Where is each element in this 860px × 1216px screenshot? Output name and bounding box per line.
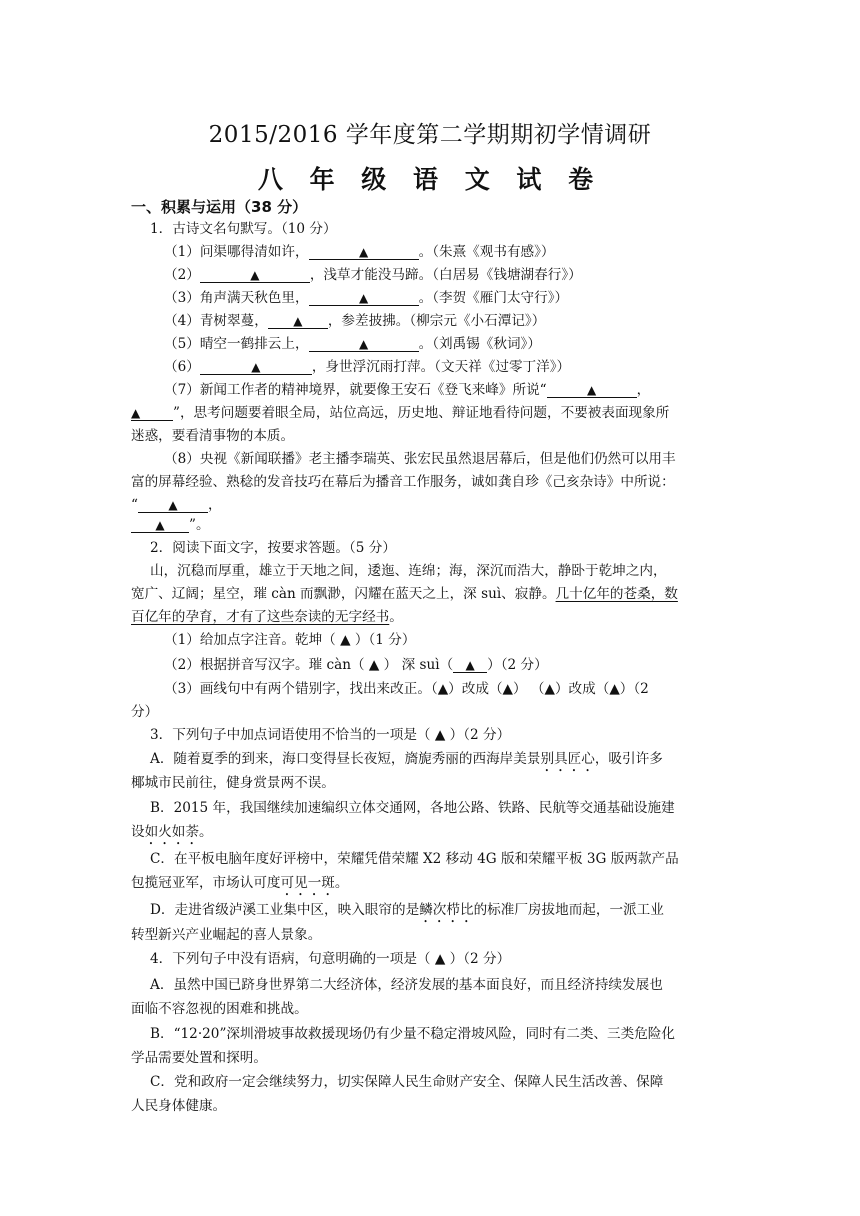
q3-c-pre: 包揽冠亚军，市场认可度 <box>131 875 281 891</box>
exam-title: 2015/2016 学年度第二学期期初学情调研 <box>208 122 652 148</box>
answer-blank[interactable] <box>268 314 328 329</box>
q1-item8-comma: ， <box>207 497 222 513</box>
q1-item7-comma: ， <box>636 382 651 398</box>
q2-passage-line3 <box>131 608 403 626</box>
q1-item7-line2-text: ”，思考问题要着眼全局，站位高远，历史地、辩证地看待问题，不要被表面现象所 <box>173 405 670 421</box>
q1-item2-post: ，浅草才能没马蹄。（白居易《钱塘湖春行》） <box>309 267 582 283</box>
q2-passage-line1: 山，沉稳而厚重，雄立于天地之间，逶迤、连绵；海，深沉而浩大，静卧于乾坤之内， <box>150 563 667 579</box>
q1-item-7-line2 <box>131 404 669 422</box>
q3-b-dotted: 如火如荼 <box>144 824 199 840</box>
q4-option-b-line2: 学品需要处置和探明。 <box>131 1050 267 1066</box>
q1-item-8-line3 <box>131 496 222 514</box>
q3-c-dotted: 可见一斑 <box>280 875 335 891</box>
answer-blank[interactable] <box>453 658 487 673</box>
q3-a-pre: A．随着夏季的到来，海口变得昼长夜短，旖旎秀丽的西海岸美景 <box>150 751 541 767</box>
q2-stem: 2．阅读下面文字，按要求答题。（5 分） <box>150 540 396 556</box>
q2-underlined-sentence-b: 百亿年的孕育，才有了这些奈读的无字经书 <box>131 609 390 625</box>
answer-blank[interactable] <box>131 518 189 533</box>
q1-item2-pre: （2） <box>164 267 200 283</box>
q3-b-pre: 设 <box>131 824 145 840</box>
q1-item-6 <box>164 358 570 376</box>
q4-option-b-line1: B．“12·20”深圳滑坡事故救援现场仍有少量不稳定滑坡风险，同时有二类、三类危险化 <box>150 1026 675 1042</box>
q4-stem: 4．下列句子中没有语病，句意明确的一项是（ ▲ ）（2 分） <box>150 951 511 967</box>
q2-underlined-sentence-a: 几十亿年的苍桑，数 <box>555 586 678 602</box>
q4-option-c-line2: 人民身体健康。 <box>131 1098 227 1114</box>
q1-item1-pre: （1）问渠哪得清如许， <box>164 244 309 260</box>
q3-option-c-line2 <box>131 874 349 899</box>
q1-item3-pre: （3）角声满天秋色里， <box>164 290 309 306</box>
q1-item-4 <box>164 312 545 330</box>
answer-marker: ▲ <box>131 406 141 420</box>
answer-marker: ▲ <box>358 291 369 305</box>
q2-sub1: （1）给加点字注音。乾坤（ ▲ ）（1 分） <box>164 632 416 648</box>
q3-option-a-line2: 椰城市民前往，健身赏景两不误。 <box>131 775 335 791</box>
q3-option-d-line2: 转型新兴产业崛起的喜人景象。 <box>131 927 322 943</box>
q4-option-c-line1: C．党和政府一定会继续努力，切实保障人民生命财产安全、保障人民生活改善、保障 <box>150 1074 664 1090</box>
q3-option-c-line1: C．在平板电脑年度好评榜中，荣耀凭借荣耀 X2 移动 4G 版和荣耀平板 3G 版两款产品 <box>150 851 679 867</box>
answer-marker: ▲ <box>168 498 178 512</box>
q1-item-7-line1 <box>164 381 650 399</box>
q3-option-d-line1 <box>150 901 664 926</box>
answer-marker: ▲ <box>251 360 261 374</box>
q2-sub3-line1: （3）画线句中有两个错别字，找出来改正。（▲）改成（▲） （▲）改成（▲）（2 <box>164 681 649 697</box>
q1-item8-close-quote: ”。 <box>189 517 210 533</box>
exam-subtitle: 八 年 级 语 文 试 卷 <box>257 165 603 194</box>
answer-blank[interactable] <box>138 498 208 513</box>
answer-marker: ▲ <box>587 383 597 397</box>
answer-marker: ▲ <box>293 314 303 328</box>
answer-blank[interactable] <box>200 360 312 375</box>
q3-d-dotted: 鳞次栉比 <box>419 902 474 918</box>
q1-item-8-line4 <box>131 516 210 534</box>
q1-item5-pre: （5）晴空一鹤排云上， <box>164 336 309 352</box>
q1-item-8-line2: 富的屏幕经验、熟稔的发音技巧在幕后为播音工作服务，诚如龚自珍《己亥杂诗》中所说： <box>131 474 675 490</box>
q1-item4-pre: （4）青树翠蔓， <box>164 313 268 329</box>
q2-sub2-b: ）（2 分） <box>487 657 548 673</box>
answer-marker: ▲ <box>155 518 165 532</box>
q1-item-5 <box>164 335 541 353</box>
answer-blank[interactable] <box>309 245 419 260</box>
q2-passage-line2-a: 宽广、辽阔；星空，璀 càn 而飘渺，闪耀在蓝天之上，深 suì、寂静。 <box>131 586 556 602</box>
answer-marker: ▲ <box>358 245 369 259</box>
q3-option-b-line1: B．2015 年，我国继续加速编织立体交通网，各地公路、铁路、民航等交通基础设施建 <box>150 800 675 816</box>
q3-a-post: ，吸引许多 <box>594 751 663 767</box>
q1-item6-pre: （6） <box>164 359 200 375</box>
q1-item4-post: ，参差披拂。（柳宗元《小石潭记》） <box>327 313 546 329</box>
q1-item8-open-quote: “ <box>131 497 138 513</box>
q3-c-post: 。 <box>334 875 349 891</box>
q1-item-1 <box>164 243 555 261</box>
q3-d-post: 的标准厂房拔地而起，一派工业 <box>473 902 664 918</box>
q1-item-8-line1: （8）央视《新闻联播》老主播李瑞英、张宏民虽然退居幕后，但是他们仍然可以用丰 <box>164 451 676 467</box>
q3-a-dotted: 别具匠心 <box>540 751 595 767</box>
q3-option-b-line2 <box>131 823 213 848</box>
answer-blank[interactable] <box>309 337 419 352</box>
answer-blank[interactable] <box>547 383 637 398</box>
q1-item7-pre: （7）新闻工作者的精神境界，就要像王安石《登飞来峰》所说“ <box>164 382 547 398</box>
q1-item5-post: 。（刘禹锡《秋词》） <box>418 336 541 352</box>
q2-passage-end: 。 <box>389 609 403 625</box>
q4-option-a-line1: A．虽然中国已跻身世界第二大经济体，经济发展的基本面良好，而且经济持续发展也 <box>150 977 663 993</box>
q3-stem: 3．下列句子中加点词语使用不恰当的一项是（ ▲ ）（2 分） <box>150 727 511 743</box>
section-heading: 一、积累与运用（38 分） <box>131 198 308 216</box>
q4-option-a-line2: 面临不容忽视的困难和挑战。 <box>131 1001 308 1017</box>
answer-marker: ▲ <box>250 268 260 282</box>
answer-marker: ▲ <box>358 337 369 351</box>
q1-item-2 <box>164 266 582 284</box>
q1-item6-post: ，身世浮沉雨打萍。（文天祥《过零丁洋》） <box>311 359 571 375</box>
q1-item-7-line3: 迷惑，要看清事物的本质。 <box>131 428 295 444</box>
answer-marker: ▲ <box>465 658 475 672</box>
q2-passage-line2 <box>131 585 678 603</box>
q1-item3-post: 。（李贺《雁门太守行》） <box>418 290 569 306</box>
q3-d-pre: D．走进省级泸溪工业集中区，映入眼帘的是 <box>150 902 420 918</box>
q3-b-post: 。 <box>198 824 213 840</box>
q2-sub2 <box>164 656 548 674</box>
q2-sub3-line2: 分） <box>131 704 159 720</box>
q1-stem: 1．古诗文名句默写。（10 分） <box>150 221 337 237</box>
answer-blank[interactable] <box>309 291 419 306</box>
q1-item1-post: 。（朱熹《观书有感》） <box>418 244 555 260</box>
q1-item-3 <box>164 289 568 307</box>
q2-sub2-a: （2）根据拼音写汉字。璀 càn（ ▲ ） 深 suì（ <box>164 657 454 673</box>
answer-blank[interactable] <box>131 406 173 421</box>
answer-blank[interactable] <box>200 268 310 283</box>
q3-option-a-line1 <box>150 750 663 775</box>
